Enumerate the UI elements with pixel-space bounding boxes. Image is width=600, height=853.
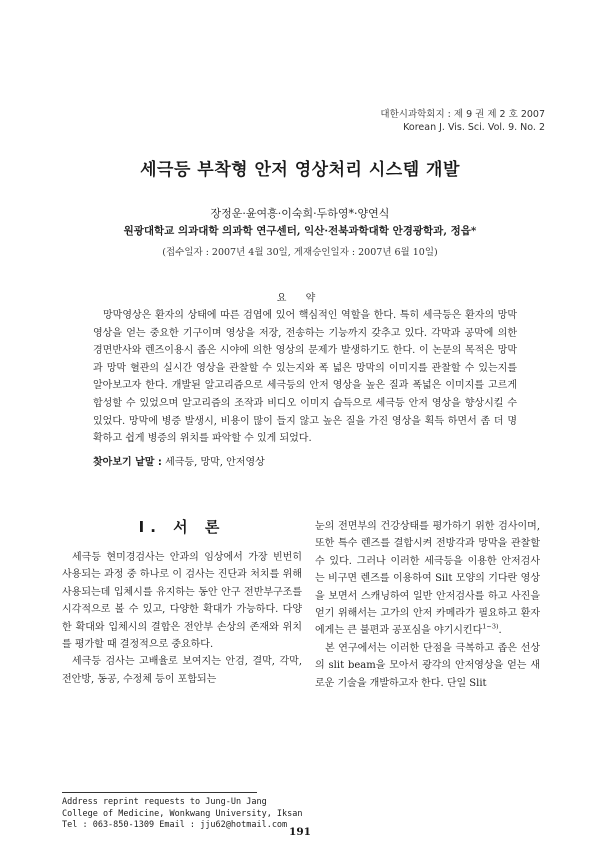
body-paragraph: 세극등 검사는 고배율로 보여지는 안검, 결막, 각막, 전안방, 동공, 수정체 등이 포함되는 — [62, 656, 302, 685]
author-list: 장정운·윤여흥·이숙희·두하영*·양연식 — [210, 207, 390, 220]
body-paragraph: 본 연구에서는 이러한 단점을 극복하고 좁은 선상의 slit beam을 모아서 광각의 안저영상을 얻는 새로운 기술을 개발하고자 한다. 단일 Slit — [315, 642, 540, 689]
body-paragraph-continued — [315, 518, 540, 640]
paragraph-text: 눈의 전면부의 건강상태를 평가하기 위한 검사이며, 또한 특수 렌즈를 결합시켜 전방각과 망막을 관찰할 수 있다. 그러나 이러한 세극등을 이용한 안저검사는 비구면 렌즈를 이용하여 Silt 모양의 기다란 영상을 보면서 스캐닝하여 일반 안저검사를 하고 사진을 얻기 위해서는 고가의 안저 카메라가 필요하고 환자에게는 큰 불편과 공포심을 야기시킨다 — [315, 521, 540, 637]
abstract-body: 망막영상은 환자의 상태에 따른 검엽에 있어 핵심적인 역할을 한다. 특히 세극등은 환자의 망막영상을 얻는 중요한 기구이며 영상을 저장, 전송하는 기능까지 갖추고 있다. 각막과 공막에 의한 경면반사와 렌즈이용시 좁은 시야에 의한 영상의 문제가 발생하기도 한다. 이 논문의 목적은 망막과 망막 혈관의 실시간 영상을 관찰할 수 있는지와 폭 넓은 망막의 이미지를 관찰할 수 있는지를 알아보고자 한다. 개발된 알고리즘으로 세극등의 안저 영상을 높은 질과 폭넓은 이미지를 고르게 합성할 수 있었으며 알고리즘의 조작과 비디오 이미지 습득으로 세극등 안저 영상을 향상시킬 수 있었다. 망막에 병증 발생시, 비용이 많이 들지 않고 높은 질을 가진 영상을 획득 하면서 좀 더 명확하고 쉽게 병증의 위치를 파악할 수 있게 되었다. — [93, 310, 517, 445]
page-number: 191 — [289, 826, 311, 838]
paragraph-end: . — [498, 625, 502, 637]
affiliation: 원광대학교 의과대학 의과학 연구센터, 익산·전북과학대학 안경광학과, 정읍* — [123, 225, 477, 237]
body-column-left — [62, 549, 302, 688]
keywords — [93, 453, 517, 468]
section-heading-introduction: Ⅰ. 서 론 — [138, 518, 226, 536]
keywords-text: 세극등, 망막, 안저영상 — [165, 457, 265, 468]
footnote-divider — [62, 792, 257, 793]
journal-citation-korean: 대한시과학회지 : 제 9 권 제 2 호 2007 — [380, 109, 545, 120]
journal-citation-english: Korean J. Vis. Sci. Vol. 9. No. 2 — [403, 122, 545, 133]
submission-dates: (접수일자 : 2007년 4월 30일, 게재승인일자 : 2007년 6월 10일) — [162, 247, 438, 258]
footnote-line: Address reprint requests to Jung-Un Jang — [62, 797, 267, 807]
footnote-line: College of Medicine, Wonkwang University, Iksan — [62, 808, 303, 819]
abstract-heading: 요 약 — [276, 293, 324, 304]
keywords-label: 찾아보기 낱말 : — [93, 457, 162, 468]
citation-reference: 1~3) — [482, 623, 499, 632]
footnote-line: Tel : 063-850-1309 Email : jju62@hotmail.com — [62, 820, 288, 830]
body-column-right — [315, 518, 540, 692]
journal-header — [380, 108, 545, 134]
body-paragraph: 세극등 현미경검사는 안과의 임상에서 가장 빈번히 사용되는 과정 중 하나로 이 검사는 진단과 처치를 위해 사용되는데 입체시를 유지하는 동안 안구 전반부구조를 시각적으로 볼 수 있고, 다양한 확대가 가능하다. 다양한 확대와 입체시의 결합은 전안부 손상의 존재와 위치를 평가할 때 결정적으로 중요하다. — [62, 552, 302, 651]
paper-title: 세극등 부착형 안저 영상처리 시스템 개발 — [140, 160, 460, 180]
